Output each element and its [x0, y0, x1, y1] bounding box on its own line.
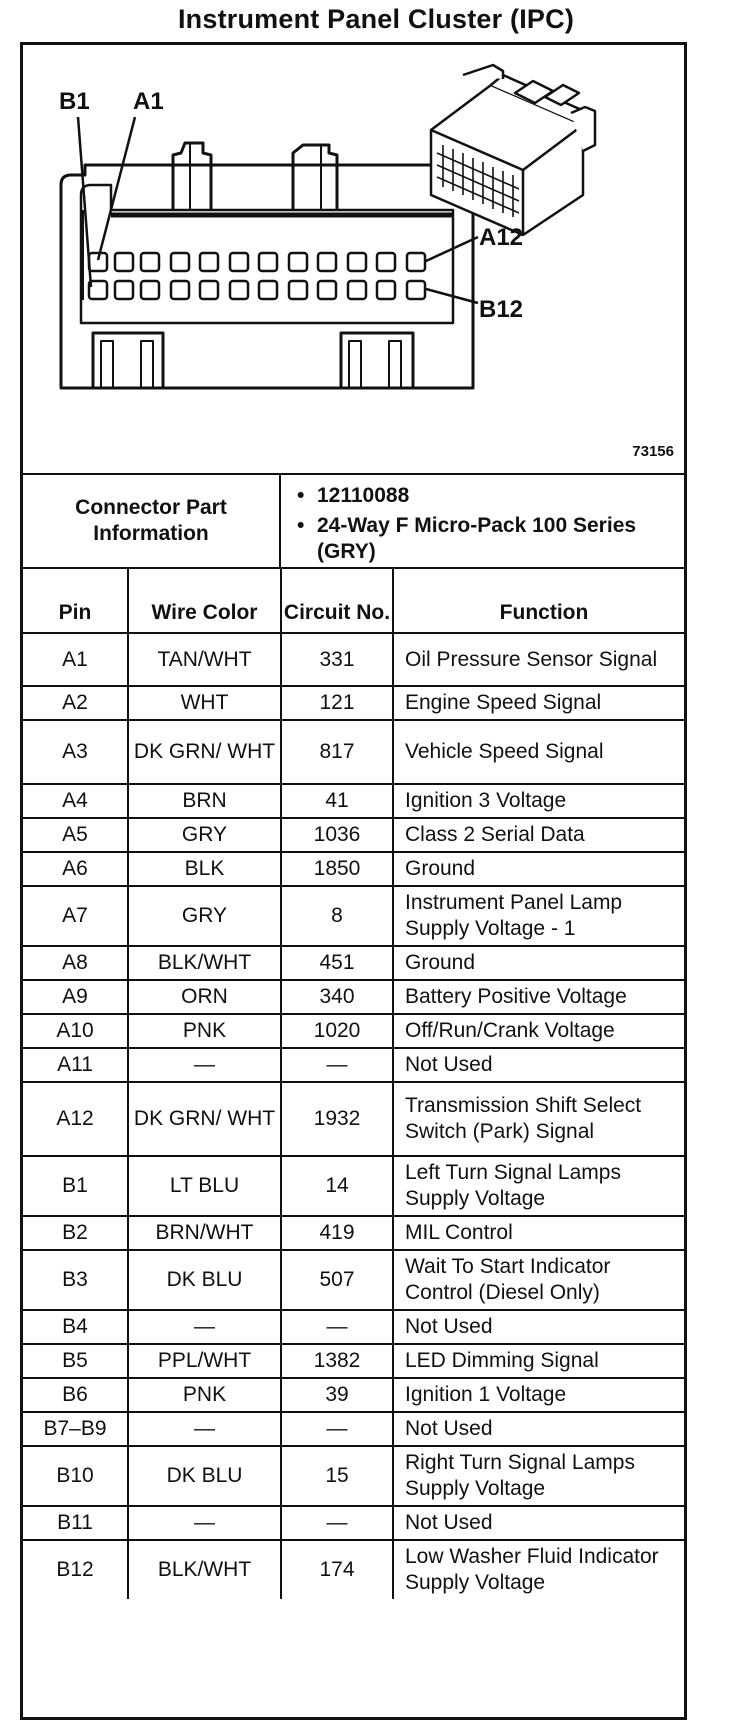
table-row — [23, 852, 684, 886]
circuit-cell: — — [281, 1412, 393, 1446]
pin-cell: B12 — [23, 1540, 128, 1599]
function-cell: Ground — [393, 852, 684, 886]
pin-cell: B10 — [23, 1446, 128, 1506]
table-row — [23, 1378, 684, 1412]
pin-cell: A2 — [23, 686, 128, 720]
circuit-cell: 331 — [281, 633, 393, 686]
table-row — [23, 784, 684, 818]
table-row — [23, 1014, 684, 1048]
table-row — [23, 1082, 684, 1156]
circuit-cell: — — [281, 1310, 393, 1344]
pin-cell: A11 — [23, 1048, 128, 1082]
pin-cell: A3 — [23, 720, 128, 784]
table-row — [23, 886, 684, 946]
table-row — [23, 1344, 684, 1378]
connector-diagram — [23, 45, 684, 475]
wire-color-cell: DK BLU — [128, 1446, 281, 1506]
function-cell: LED Dimming Signal — [393, 1344, 684, 1378]
function-cell: Not Used — [393, 1506, 684, 1540]
wire-color-cell: PNK — [128, 1014, 281, 1048]
circuit-cell: 1932 — [281, 1082, 393, 1156]
table-row — [23, 1540, 684, 1599]
pin-cell: A9 — [23, 980, 128, 1014]
circuit-cell: 340 — [281, 980, 393, 1014]
function-cell: Not Used — [393, 1412, 684, 1446]
circuit-cell: 451 — [281, 946, 393, 980]
circuit-cell: 817 — [281, 720, 393, 784]
wire-color-cell: BLK/WHT — [128, 1540, 281, 1599]
wire-color-cell: DK GRN/ WHT — [128, 720, 281, 784]
circuit-cell: 507 — [281, 1250, 393, 1310]
function-cell: Vehicle Speed Signal — [393, 720, 684, 784]
pin-cell: B4 — [23, 1310, 128, 1344]
connector-sheet — [20, 42, 687, 1720]
pin-cell: A7 — [23, 886, 128, 946]
connector-part-number: • 12110088 — [291, 483, 681, 509]
pinout-table-body — [23, 633, 684, 1599]
connector-info-label: Connector Part Information — [23, 475, 281, 567]
wire-color-cell: LT BLU — [128, 1156, 281, 1216]
function-cell: Class 2 Serial Data — [393, 818, 684, 852]
table-row — [23, 1156, 684, 1216]
function-cell: Off/Run/Crank Voltage — [393, 1014, 684, 1048]
pin-cell: A8 — [23, 946, 128, 980]
function-cell: Ignition 1 Voltage — [393, 1378, 684, 1412]
function-cell: Battery Positive Voltage — [393, 980, 684, 1014]
circuit-cell: — — [281, 1048, 393, 1082]
circuit-cell: — — [281, 1506, 393, 1540]
function-cell: Engine Speed Signal — [393, 686, 684, 720]
function-cell: Oil Pressure Sensor Signal — [393, 633, 684, 686]
pin-cell: B11 — [23, 1506, 128, 1540]
circuit-cell: 41 — [281, 784, 393, 818]
wire-color-cell: — — [128, 1506, 281, 1540]
connector-face-drawing — [23, 45, 684, 475]
pin-cell: A6 — [23, 852, 128, 886]
circuit-cell: 1020 — [281, 1014, 393, 1048]
circuit-cell: 419 — [281, 1216, 393, 1250]
figure-id: 73156 — [632, 443, 674, 460]
wire-color-cell: TAN/WHT — [128, 633, 281, 686]
wire-color-cell: GRY — [128, 818, 281, 852]
wire-color-cell: DK BLU — [128, 1250, 281, 1310]
pin-cell: A1 — [23, 633, 128, 686]
wire-color-cell: PNK — [128, 1378, 281, 1412]
wire-color-cell: — — [128, 1412, 281, 1446]
wire-color-cell: ORN — [128, 980, 281, 1014]
table-row — [23, 720, 684, 784]
wire-color-cell: BLK — [128, 852, 281, 886]
wire-color-cell: — — [128, 1048, 281, 1082]
table-row — [23, 1250, 684, 1310]
table-header-row — [23, 569, 684, 633]
pin-cell: B6 — [23, 1378, 128, 1412]
circuit-cell: 1382 — [281, 1344, 393, 1378]
function-cell: Low Washer Fluid Indicator Supply Voltage — [393, 1540, 684, 1599]
function-cell: Ignition 3 Voltage — [393, 784, 684, 818]
table-row — [23, 818, 684, 852]
label-b1: B1 — [59, 88, 90, 115]
connector-info-list — [291, 483, 681, 569]
pin-cell: A12 — [23, 1082, 128, 1156]
circuit-cell: 1036 — [281, 818, 393, 852]
header-wire-color: Wire Color — [128, 569, 281, 633]
function-cell: Right Turn Signal Lamps Supply Voltage — [393, 1446, 684, 1506]
connector-part-info — [23, 475, 684, 569]
circuit-cell: 174 — [281, 1540, 393, 1599]
function-cell: Not Used — [393, 1048, 684, 1082]
function-cell: Left Turn Signal Lamps Supply Voltage — [393, 1156, 684, 1216]
table-row — [23, 1506, 684, 1540]
table-row — [23, 1446, 684, 1506]
function-cell: Wait To Start Indicator Control (Diesel Only) — [393, 1250, 684, 1310]
function-cell: MIL Control — [393, 1216, 684, 1250]
table-row — [23, 686, 684, 720]
function-cell: Ground — [393, 946, 684, 980]
wire-color-cell: DK GRN/ WHT — [128, 1082, 281, 1156]
label-b12: B12 — [479, 296, 524, 323]
wire-color-cell: BLK/WHT — [128, 946, 281, 980]
circuit-cell: 15 — [281, 1446, 393, 1506]
table-row — [23, 980, 684, 1014]
header-pin: Pin — [23, 569, 128, 633]
function-cell: Instrument Panel Lamp Supply Voltage - 1 — [393, 886, 684, 946]
circuit-cell: 121 — [281, 686, 393, 720]
circuit-cell: 1850 — [281, 852, 393, 886]
wire-color-cell: BRN/WHT — [128, 1216, 281, 1250]
header-circuit-no: Circuit No. — [281, 569, 393, 633]
pin-cell: A4 — [23, 784, 128, 818]
page-title: Instrument Panel Cluster (IPC) — [177, 4, 575, 34]
pin-cell: A5 — [23, 818, 128, 852]
table-row — [23, 1216, 684, 1250]
table-row — [23, 1310, 684, 1344]
circuit-cell: 8 — [281, 886, 393, 946]
pin-cell: B2 — [23, 1216, 128, 1250]
wire-color-cell: WHT — [128, 686, 281, 720]
function-cell: Transmission Shift Select Switch (Park) Signal — [393, 1082, 684, 1156]
wire-color-cell: — — [128, 1310, 281, 1344]
table-row — [23, 633, 684, 686]
connector-description: • 24-Way F Micro-Pack 100 Series (GRY) — [291, 513, 681, 565]
table-row — [23, 1412, 684, 1446]
pin-cell: B1 — [23, 1156, 128, 1216]
pinout-table — [23, 569, 684, 1599]
wire-color-cell: GRY — [128, 886, 281, 946]
table-row — [23, 946, 684, 980]
pin-cell: B3 — [23, 1250, 128, 1310]
pin-cell: A10 — [23, 1014, 128, 1048]
pin-cell: B5 — [23, 1344, 128, 1378]
label-a1: A1 — [133, 88, 164, 115]
wire-color-cell: BRN — [128, 784, 281, 818]
header-function: Function — [393, 569, 684, 633]
circuit-cell: 39 — [281, 1378, 393, 1412]
table-row — [23, 1048, 684, 1082]
pin-cell: B7–B9 — [23, 1412, 128, 1446]
label-a12: A12 — [479, 224, 524, 251]
circuit-cell: 14 — [281, 1156, 393, 1216]
function-cell: Not Used — [393, 1310, 684, 1344]
wire-color-cell: PPL/WHT — [128, 1344, 281, 1378]
